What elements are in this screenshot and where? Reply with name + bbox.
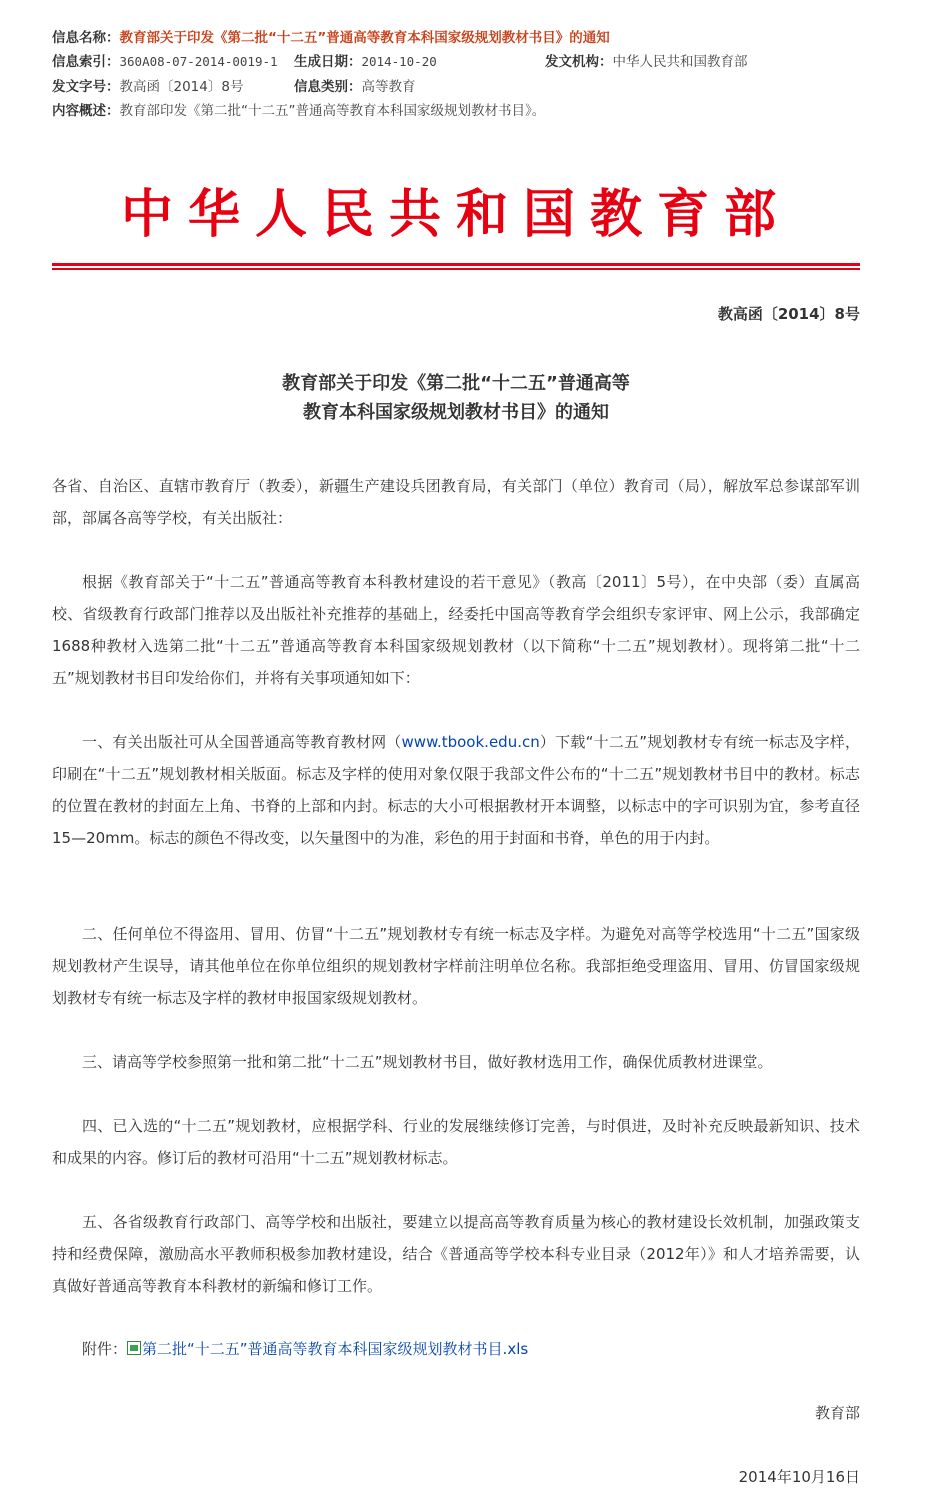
meta-row-index bbox=[52, 52, 278, 72]
meta-date-label: 生成日期： bbox=[294, 54, 362, 70]
meta-row-issuer bbox=[545, 52, 748, 72]
meta-date-value: 2014-10-20 bbox=[361, 54, 437, 69]
doc-title bbox=[52, 369, 860, 427]
item-2: 二、任何单位不得盗用、冒用、仿冒“十二五”规划教材专有统一标志及字样。为避免对高等学校选用“十二五”国家级规划教材产生误导，请其他单位在你单位组织的规划教材字样前注明单位名称。我部拒绝受理盗用、冒用、仿冒国家级规划教材专有统一标志及字样的教材申报国家级规划教材。 bbox=[52, 925, 860, 1007]
meta-issuer-label: 发文机构： bbox=[545, 54, 613, 70]
recipients: 各省、自治区、直辖市教育厅（教委），新疆生产建设兵团教育局，有关部门（单位）教育司（局），解放军总参谋部军训部，部属各高等学校，有关出版社： bbox=[52, 477, 860, 527]
meta-row-summary bbox=[52, 101, 545, 121]
meta-row-category bbox=[294, 77, 416, 97]
doc-title-line1: 教育部关于印发《第二批“十二五”普通高等 bbox=[282, 373, 630, 394]
meta-issuer-value: 中华人民共和国教育部 bbox=[612, 54, 748, 70]
attachment-link[interactable]: 第二批“十二五”普通高等教育本科国家级规划教材书目.xls bbox=[142, 1340, 529, 1358]
attachment-row bbox=[82, 1336, 528, 1362]
item-1-text-before: 一、有关出版社可从全国普通高等教育教材网（ bbox=[82, 733, 402, 751]
meta-index-value: 360A08-07-2014-0019-1 bbox=[119, 54, 278, 69]
meta-summary-value: 教育部印发《第二批“十二五”普通高等教育本科国家级规划教材书目》。 bbox=[119, 103, 546, 119]
meta-row-name bbox=[52, 28, 610, 48]
masthead-rule-thin bbox=[52, 268, 860, 270]
item-1 bbox=[52, 726, 860, 854]
signer: 教育部 bbox=[814, 1404, 860, 1422]
tbook-link[interactable]: www.tbook.edu.cn bbox=[401, 733, 540, 751]
masthead: 中华人民共和国教育部 bbox=[120, 184, 791, 245]
item-1-text-after: ）下载“十二五”规划教材专有统一标志及字样，印刷在“十二五”规划教材相关版面。标志及字样的使用对象仅限于我部文件公布的“十二五”规划教材书目中的教材。标志的位置在教材的封面左上角、书脊的上部和内封。标志的大小可根据教材开本调整，以标志中的字可识别为宜，参考直径15—20mm。标志的颜色不得改变，以矢量图中的为准，彩色的用于封面和书脊，单色的用于内封。 bbox=[52, 733, 860, 847]
meta-docno-label: 发文字号： bbox=[52, 79, 120, 95]
meta-name-label: 信息名称： bbox=[52, 30, 120, 46]
doc-number: 教高函〔2014〕8号 bbox=[717, 305, 860, 323]
item-3: 三、请高等学校参照第一批和第二批“十二五”规划教材书目，做好教材选用工作，确保优质教材进课堂。 bbox=[82, 1053, 773, 1071]
item-5: 五、各省级教育行政部门、高等学校和出版社，要建立以提高高等教育质量为核心的教材建设长效机制，加强政策支持和经费保障，激励高水平教师积极参加教材建设，结合《普通高等学校本科专业目录（2012年）》和人才培养需要，认真做好普通高等教育本科教材的新编和修订工作。 bbox=[52, 1213, 860, 1295]
meta-name-value: 教育部关于印发《第二批“十二五”普通高等教育本科国家级规划教材书目》的通知 bbox=[119, 30, 610, 46]
sign-date: 2014年10月16日 bbox=[738, 1468, 860, 1486]
meta-summary-label: 内容概述： bbox=[52, 103, 120, 119]
meta-category-value: 高等教育 bbox=[361, 79, 416, 95]
meta-category-label: 信息类别： bbox=[294, 79, 362, 95]
doc-title-line2: 教育本科国家级规划教材书目》的通知 bbox=[303, 402, 609, 423]
excel-file-icon bbox=[127, 1341, 141, 1355]
attachment-label: 附件： bbox=[82, 1340, 128, 1358]
intro-paragraph: 根据《教育部关于“十二五”普通高等教育本科教材建设的若干意见》（教高〔2011〕5号），在中央部（委）直属高校、省级教育行政部门推荐以及出版社补充推荐的基础上，经委托中国高等教育学会组织专家评审、网上公示，我部确定1688种教材入选第二批“十二五”普通高等教育本科国家级规划教材（以下简称“十二五”规划教材）。现将第二批“十二五”规划教材书目印发给你们，并将有关事项通知如下： bbox=[52, 573, 860, 687]
item-4: 四、已入选的“十二五”规划教材，应根据学科、行业的发展继续修订完善，与时俱进，及时补充反映最新知识、技术和成果的内容。修订后的教材可沿用“十二五”规划教材标志。 bbox=[52, 1117, 860, 1167]
meta-docno-value: 教高函〔2014〕8号 bbox=[119, 79, 244, 95]
masthead-rule-thick bbox=[52, 263, 860, 266]
meta-row-docno bbox=[52, 77, 243, 97]
meta-index-label: 信息索引： bbox=[52, 54, 120, 70]
meta-row-date bbox=[294, 52, 437, 72]
